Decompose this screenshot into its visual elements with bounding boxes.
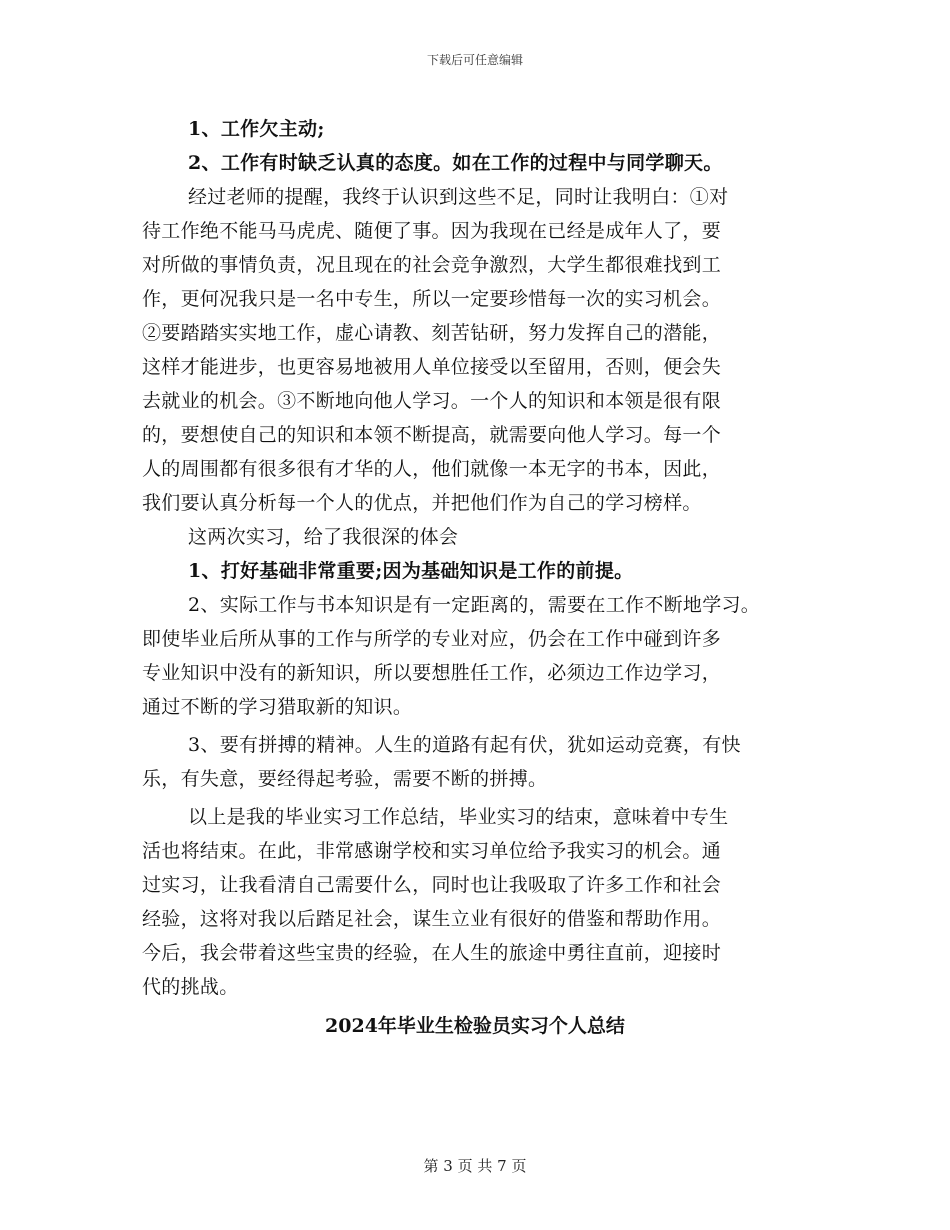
body-line: 这样才能进步，也更容易地被用人单位接受以至留用，否则，便会失 bbox=[142, 356, 722, 378]
body-line: 待工作绝不能马马虎虎、随便了事。因为我现在已经是成年人了，要 bbox=[142, 220, 722, 242]
body-line: ②要踏踏实实地工作，虚心请教、刻苦钻研，努力发挥自己的潜能， bbox=[142, 322, 722, 344]
body-line: 经验，这将对我以后踏足社会，谋生立业有很好的借鉴和帮助作用。 bbox=[142, 908, 722, 930]
page-footer: 第 3 页 共 7 页 bbox=[423, 1157, 527, 1175]
body-line: 作，更何况我只是一名中专生，所以一定要珍惜每一次的实习机会。 bbox=[142, 288, 722, 310]
body-line: 1、打好基础非常重要;因为基础知识是工作的前提。 bbox=[188, 560, 634, 582]
section-title: 2024年毕业生检验员实习个人总结 bbox=[325, 1015, 625, 1037]
body-line: 过实习，让我看清自己需要什么，同时也让我吸取了许多工作和社会 bbox=[142, 874, 722, 896]
body-line: 代的挑战。 bbox=[142, 976, 239, 998]
body-line: 去就业的机会。③不断地向他人学习。一个人的知识和本领是很有限 bbox=[142, 390, 722, 412]
body-line: 经过老师的提醒，我终于认识到这些不足，同时让我明白：①对 bbox=[188, 186, 729, 208]
body-line: 这两次实习，给了我很深的体会 bbox=[188, 526, 459, 548]
body-line: 的，要想使自己的知识和本领不断提高，就需要向他人学习。每一个 bbox=[142, 424, 722, 446]
body-line: 3、要有拼搏的精神。人生的道路有起有伏，犹如运动竞赛，有快 bbox=[188, 734, 741, 756]
body-line: 以上是我的毕业实习工作总结，毕业实习的结束，意味着中专生 bbox=[188, 806, 729, 828]
body-line: 1、工作欠主动; bbox=[188, 118, 325, 140]
body-line: 乐，有失意，要经得起考验，需要不断的拼搏。 bbox=[142, 768, 548, 790]
body-line: 对所做的事情负责，况且现在的社会竞争激烈，大学生都很难找到工 bbox=[142, 254, 722, 276]
body-line: 即使毕业后所从事的工作与所学的专业对应，仍会在工作中碰到许多 bbox=[142, 628, 722, 650]
page-header: 下载后可任意编辑 bbox=[426, 53, 523, 67]
body-line: 我们要认真分析每一个人的优点，并把他们作为自己的学习榜样。 bbox=[142, 492, 702, 514]
body-line: 通过不断的学习猎取新的知识。 bbox=[142, 696, 413, 718]
body-line: 专业知识中没有的新知识，所以要想胜任工作，必须边工作边学习， bbox=[142, 662, 722, 684]
body-line: 人的周围都有很多很有才华的人，他们就像一本无字的书本，因此， bbox=[142, 458, 722, 480]
body-line: 活也将结束。在此，非常感谢学校和实习单位给予我实习的机会。通 bbox=[142, 840, 722, 862]
body-line: 2、工作有时缺乏认真的态度。如在工作的过程中与同学聊天。 bbox=[188, 152, 723, 174]
body-line: 2、实际工作与书本知识是有一定距离的，需要在工作不断地学习。 bbox=[188, 594, 761, 616]
body-line: 今后，我会带着这些宝贵的经验，在人生的旅途中勇往直前，迎接时 bbox=[142, 942, 722, 964]
